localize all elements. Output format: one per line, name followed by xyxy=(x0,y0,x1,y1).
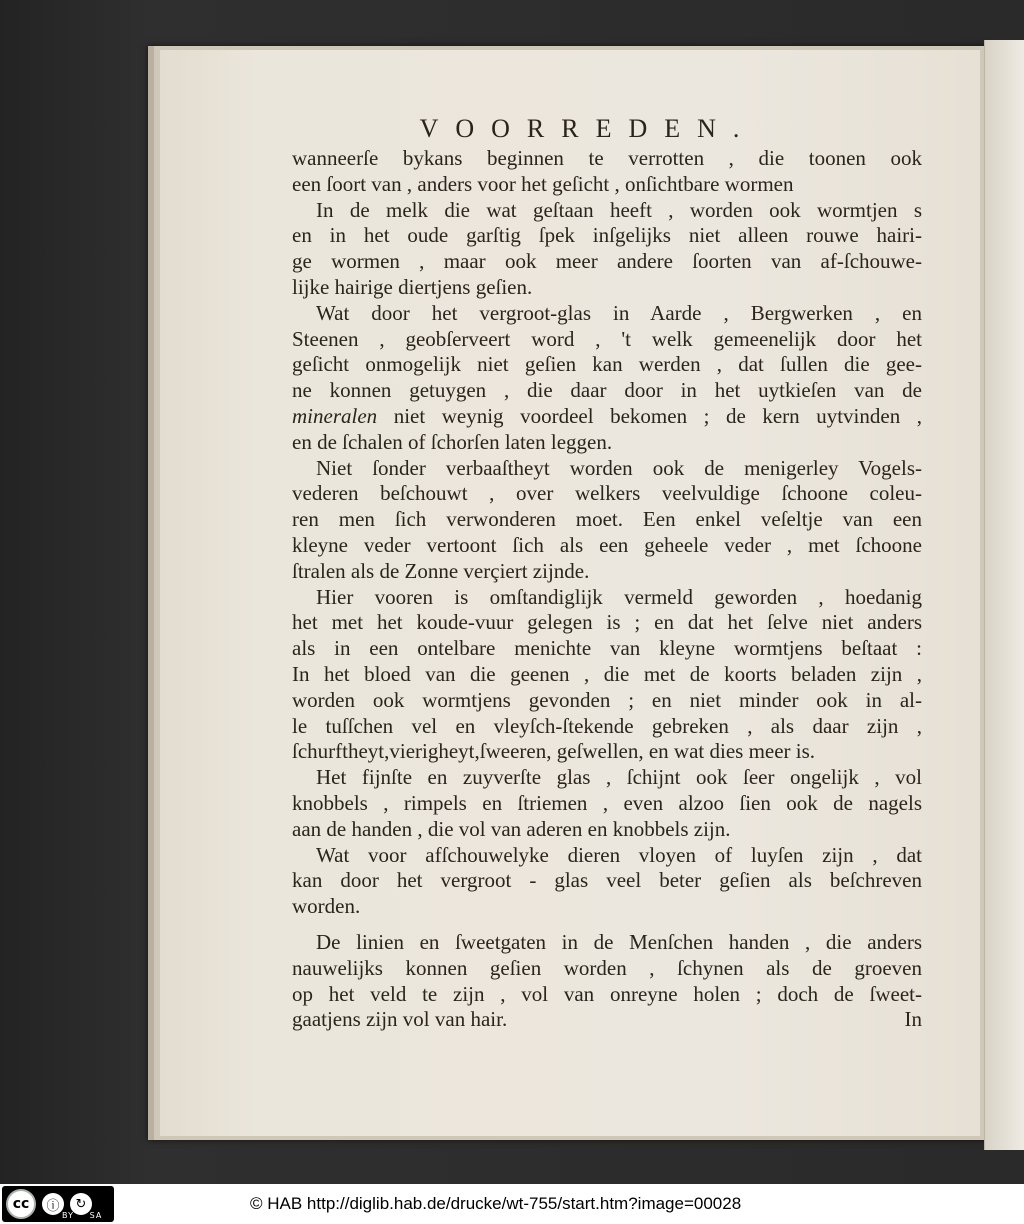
text-line: en de ſchalen of ſchorſen laten leggen. xyxy=(292,429,613,454)
text-line: knobbels , rimpels en ſtriemen , even alzoo ſien ook de nagels xyxy=(292,790,922,815)
text-lines xyxy=(292,146,922,1033)
italic-word: mineralen xyxy=(292,403,378,428)
text-line: mineralen niet weynig voordeel bekomen ; de kern uytvinden , xyxy=(292,403,922,428)
text-line: op het veld te zijn , vol van onreyne holen ; doch de ſweet- xyxy=(292,981,922,1006)
text-line: het met het koude-vuur gelegen is ; en dat het ſelve niet anders xyxy=(292,610,922,635)
text-line: ſtralen als de Zonne verçiert zijnde. xyxy=(292,558,590,583)
text-line: gaatjens zijn vol van hair. In xyxy=(292,1007,922,1032)
cc-icon: cc xyxy=(6,1189,36,1219)
page-text xyxy=(292,112,922,1033)
text-line: aan de handen , die vol van aderen en knobbels zijn. xyxy=(292,816,731,841)
text-line: le tuſſchen vel en vleyſch-ſtekende gebreken , als daar zijn , xyxy=(292,713,922,738)
footer-bar xyxy=(0,1184,1024,1224)
text-line: en in het oude garſtig ſpek inſgelijks niet alleen rouwe hairi- xyxy=(292,223,922,248)
by-attribution-icon: ⓘ xyxy=(42,1193,64,1215)
share-alike-icon: ↻ xyxy=(70,1193,92,1215)
text-line: lijke hairige diertjens geſien. xyxy=(292,274,533,299)
text-line: ne konnen getuygen , die daar door in het uytkieſen van de xyxy=(292,378,922,403)
text-line: Niet ſonder verbaaſtheyt worden ook de menigerley Vogels- xyxy=(316,455,922,480)
text-line: wanneerſe bykans beginnen te verrotten , die toonen ook xyxy=(292,146,922,170)
text-line: Steenen , geobſerveert word , 't welk gemeenelijk door het xyxy=(292,326,922,351)
running-head: VOORREDEN. xyxy=(419,114,757,143)
text-line: kan door het vergroot - glas veel beter geſien als beſchreven xyxy=(292,868,922,893)
text-line: ren men ſich verwonderen moet. Een enkel veſeltje van een xyxy=(292,507,922,532)
text-line: vederen beſchouwt , over welkers veelvuldige ſchoone coleu- xyxy=(292,481,922,506)
text-line: Wat voor afſchouwelyke dieren vloyen of luyſen zijn , dat xyxy=(316,842,922,867)
sa-label: SA xyxy=(89,1211,103,1220)
text-line: ge wormen , maar ook meer andere ſoorten van af-ſchouwe- xyxy=(292,249,922,274)
catchword: In xyxy=(904,1007,922,1032)
text-line: Hier vooren is omſtandiglijk vermeld geworden , hoedanig xyxy=(316,584,922,609)
by-label: BY xyxy=(62,1211,74,1220)
text-line: worden. xyxy=(292,894,361,919)
text-line: Wat door het vergroot-glas in Aarde , Bergwerken , en xyxy=(316,300,922,325)
text-line: In het bloed van die geenen , die met de koorts beladen zijn , xyxy=(292,661,922,686)
text-line: De linien en ſweetgaten in de Menſchen handen , die anders xyxy=(316,929,922,954)
text-line: ſchurftheyt,vierigheyt,ſweeren, geſwellen, en wat dies meer is. xyxy=(292,739,816,764)
text-line: een ſoort van , anders voor het geſicht , onſichtbare wormen xyxy=(292,171,794,196)
cc-license-badge[interactable] xyxy=(2,1186,114,1222)
text-line: In de melk die wat geſtaan heeft , worden ook wormtjen s xyxy=(316,197,922,222)
text-line: als in een ontelbare menichte van kleyne wormtjens beſtaat : xyxy=(292,636,922,661)
text-line: Het fijnſte en zuyverſte glas , ſchijnt ook ſeer ongelijk , vol xyxy=(316,765,922,790)
text-line: worden ook wormtjens gevonden ; en niet minder ook in al- xyxy=(292,687,922,712)
text-line: kleyne veder vertoont ſich als een geheele veder , met ſchoone xyxy=(292,532,922,557)
text-line: nauwelijks konnen geſien worden , ſchynen als de groeven xyxy=(292,955,922,980)
credit-text: © HAB http://diglib.hab.de/drucke/wt-755/start.htm?image=00028 xyxy=(250,1194,742,1213)
text-line: geſicht onmogelijk niet geſien kan werden , dat ſullen die gee- xyxy=(292,352,922,377)
cc-labels xyxy=(54,1211,110,1220)
facing-page-sliver xyxy=(984,40,1024,1150)
